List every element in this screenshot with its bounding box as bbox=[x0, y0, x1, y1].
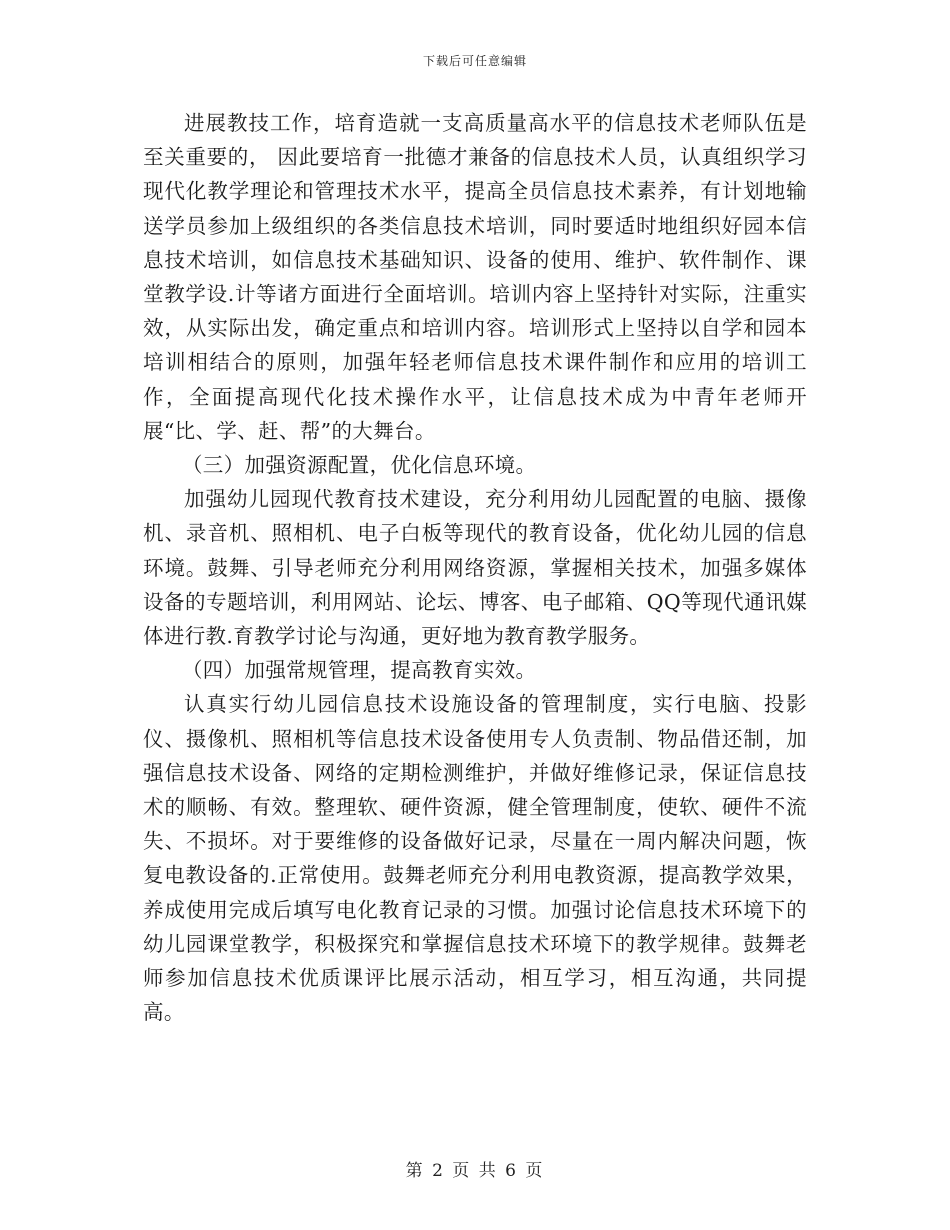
paragraph-teacher-training: 进展教技工作，培育造就一支高质量高水平的信息技术老师队伍是至关重要的， 因此要培育一批德才兼备的信息技术人员，认真组织学习现代化教学理论和管理技术水平，提高全员信息技术素养，有计划地输送学员参加上级组织的各类信息技术培训，同时要适时地组织好园本信息技术培训，如信息技术基础知识、设备的使用、维护、软件制作、课堂教学设.计等诸方面进行全面培训。培训内容上坚持针对实际，注重实效，从实际出发，确定重点和培训内容。培训形式上坚持以自学和园本培训相结合的原则，加强年轻老师信息技术课件制作和应用的培训工作，全面提高现代化技术操作水平，让信息技术成为中青年老师开展“比、学、赶、帮”的大舞台。 bbox=[143, 111, 807, 443]
paragraph-routine-management: 认真实行幼儿园信息技术设施设备的管理制度，实行电脑、投影仪、摄像机、照相机等信息技术设备使用专人负责制、物品借还制，加强信息技术设备、网络的定期检测维护，并做好维修记录，保证信息技术的顺畅、有效。整理软、硬件资源，健全管理制度，使软、硬件不流失、不损坏。对于要维修的设备做好记录，尽量在一周内解决问题，恢复电教设备的.正常使用。鼓舞老师充分利用电教资源，提高教学效果，养成使用完成后填写电化教育记录的习惯。加强讨论信息技术环境下的幼儿园课堂教学，积极探究和掌握信息技术环境下的教学规律。鼓舞老师参加信息技术优质课评比展示活动，相互学习，相互沟通，共同提高。 bbox=[143, 692, 807, 1025]
page-number-footer: 第 2 页 共 6 页 bbox=[405, 1161, 545, 1181]
page-header-note: 下载后可任意编辑 bbox=[422, 54, 527, 68]
section-heading-routine-management: （四）加强常规管理，提高教育实效。 bbox=[181, 658, 537, 683]
section-heading-resource-allocation: （三）加强资源配置，优化信息环境。 bbox=[181, 453, 537, 478]
paragraph-resource-allocation: 加强幼儿园现代教育技术建设，充分利用幼儿园配置的电脑、摄像机、录音机、照相机、电子白板等现代的教育设备，优化幼儿园的信息环境。鼓舞、引导老师充分利用网络资源，掌握相关技术，加强多媒体设备的专题培训，利用网站、论坛、博客、电子邮箱、QQ等现代通讯媒体进行教.育教学讨论与沟通，更好地为教育教学服务。 bbox=[143, 487, 807, 649]
document-body bbox=[143, 106, 807, 1029]
